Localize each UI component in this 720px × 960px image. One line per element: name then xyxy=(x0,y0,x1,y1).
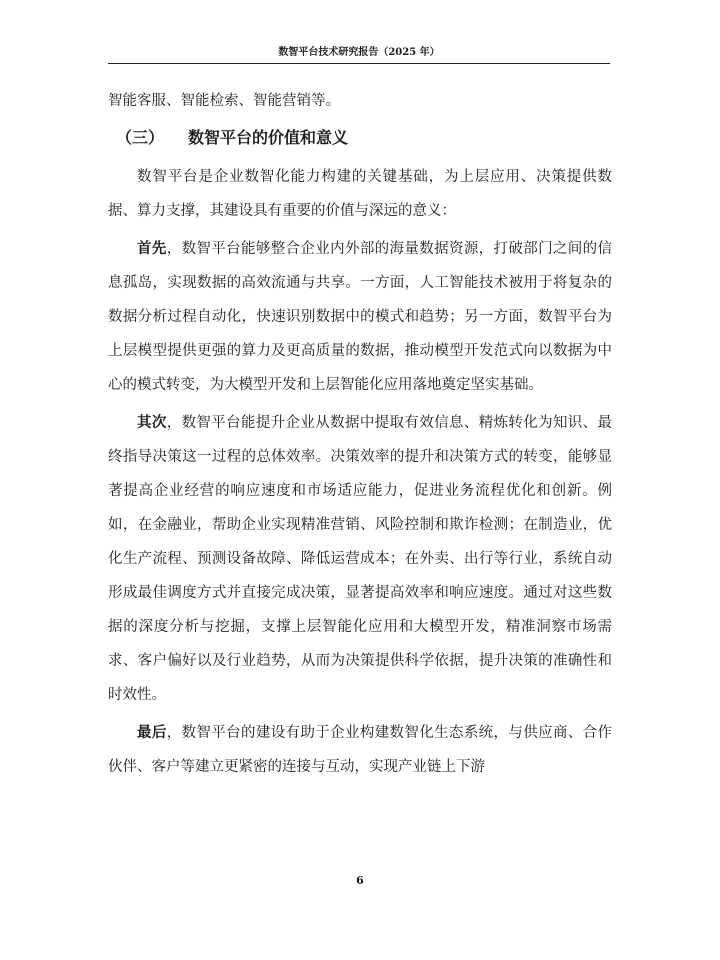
section-title: 数智平台的价值和意义 xyxy=(188,128,349,147)
paragraph-last xyxy=(108,716,612,784)
continued-paragraph: 智能客服、智能检索、智能营销等。 xyxy=(108,93,340,109)
section-heading xyxy=(108,120,612,156)
intro-paragraph: 数智平台是企业数智化能力构建的关键基础，为上层应用、决策提供数据、算力支撑，其建设具有重要的价值与深远的意义： xyxy=(108,169,612,219)
paragraph-first xyxy=(108,232,612,402)
page-body xyxy=(108,84,612,784)
section-number: （三） xyxy=(116,128,165,147)
paragraph-text: ，数智平台的建设有助于企业构建数智化生态系统，与供应商、合作伙伴、客户等建立更紧密的连接与互动，实现产业链上下游 xyxy=(108,725,613,775)
paragraph-text: ，数智平台能提升企业从数据中提取有效信息、精炼转化为知识、最终指导决策这一过程的总体效率。决策效率的提升和决策方式的转变，能够显著提高企业经营的响应速度和市场适应能力，促进业务流程优化和创新。例如，在金融业，帮助企业实现精准营销、风险控制和欺诈检测；在制造业，优化生产流程、预测设备故障、降低运营成本；在外卖、出行等行业，系统自动形成最佳调度方式并直接完成决策，显著提高效率和响应速度。通过对这些数据的深度分析与挖掘，支撑上层智能化应用和大模型开发，精准洞察市场需求、客户偏好以及行业趋势，从而为决策提供科学依据，提升决策的准确性和时效性。 xyxy=(108,415,613,703)
paragraph-text: ，数智平台能够整合企业内外部的海量数据资源，打破部门之间的信息孤岛，实现数据的高效流通与共享。一方面，人工智能技术被用于将复杂的数据分析过程自动化，快速识别数据中的模式和趋势；另一方面，数智平台为上层模型提供更强的算力及更高质量的数据，推动模型开发范式向以数据为中心的模式转变，为大模型开发和上层智能化应用落地奠定坚实基础。 xyxy=(108,241,613,393)
running-header: 数智平台技术研究报告（2025 年） xyxy=(278,47,440,58)
page-number: 6 xyxy=(356,874,364,887)
header-rule xyxy=(108,63,610,64)
paragraph-lead: 首先 xyxy=(137,240,167,257)
paragraph-lead: 最后 xyxy=(137,724,167,741)
paragraph-lead: 其次 xyxy=(137,414,167,431)
paragraph-second xyxy=(108,406,612,712)
